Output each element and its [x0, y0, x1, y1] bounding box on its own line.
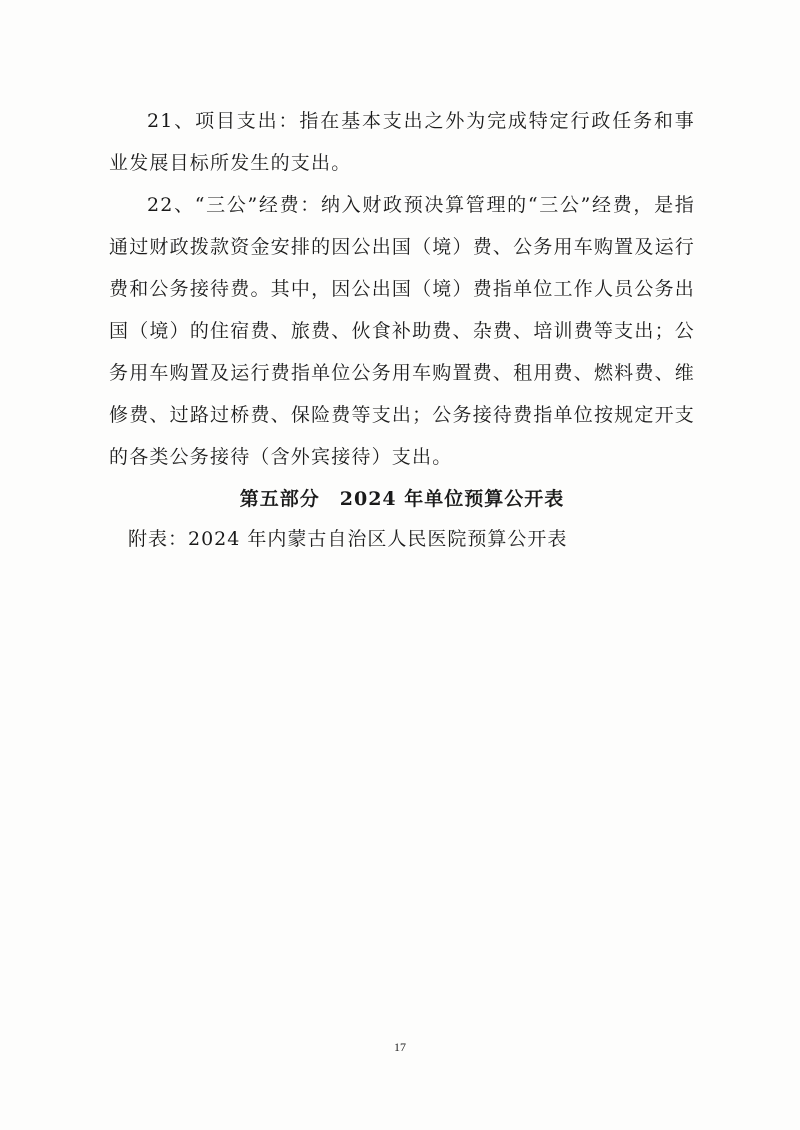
paragraph-project-expenditure: 21、项目支出：指在基本支出之外为完成特定行政任务和事业发展目标所发生的支出。: [109, 110, 695, 174]
page-number: 17: [394, 1040, 406, 1054]
body-text: [109, 100, 695, 558]
section-heading: 第五部分 2024 年单位预算公开表: [239, 488, 565, 510]
attachment-line: 附表：2024 年内蒙古自治区人民医院预算公开表: [128, 528, 568, 550]
paragraph-three-public-expenses: 22、“三公”经费：纳入财政预决算管理的“三公”经费，是指通过财政拨款资金安排的因公出国（境）费、公务用车购置及运行费和公务接待费。其中，因公出国（境）费指单位工作人员公务出国（境）的住宿费、旅费、伙食补助费、杂费、培训费等支出；公务用车购置及运行费指单位公务用车购置费、租用费、燃料费、维修费、过路过桥费、保险费等支出；公务接待费指单位按规定开支的各类公务接待（含外宾接待）支出。: [109, 194, 695, 468]
